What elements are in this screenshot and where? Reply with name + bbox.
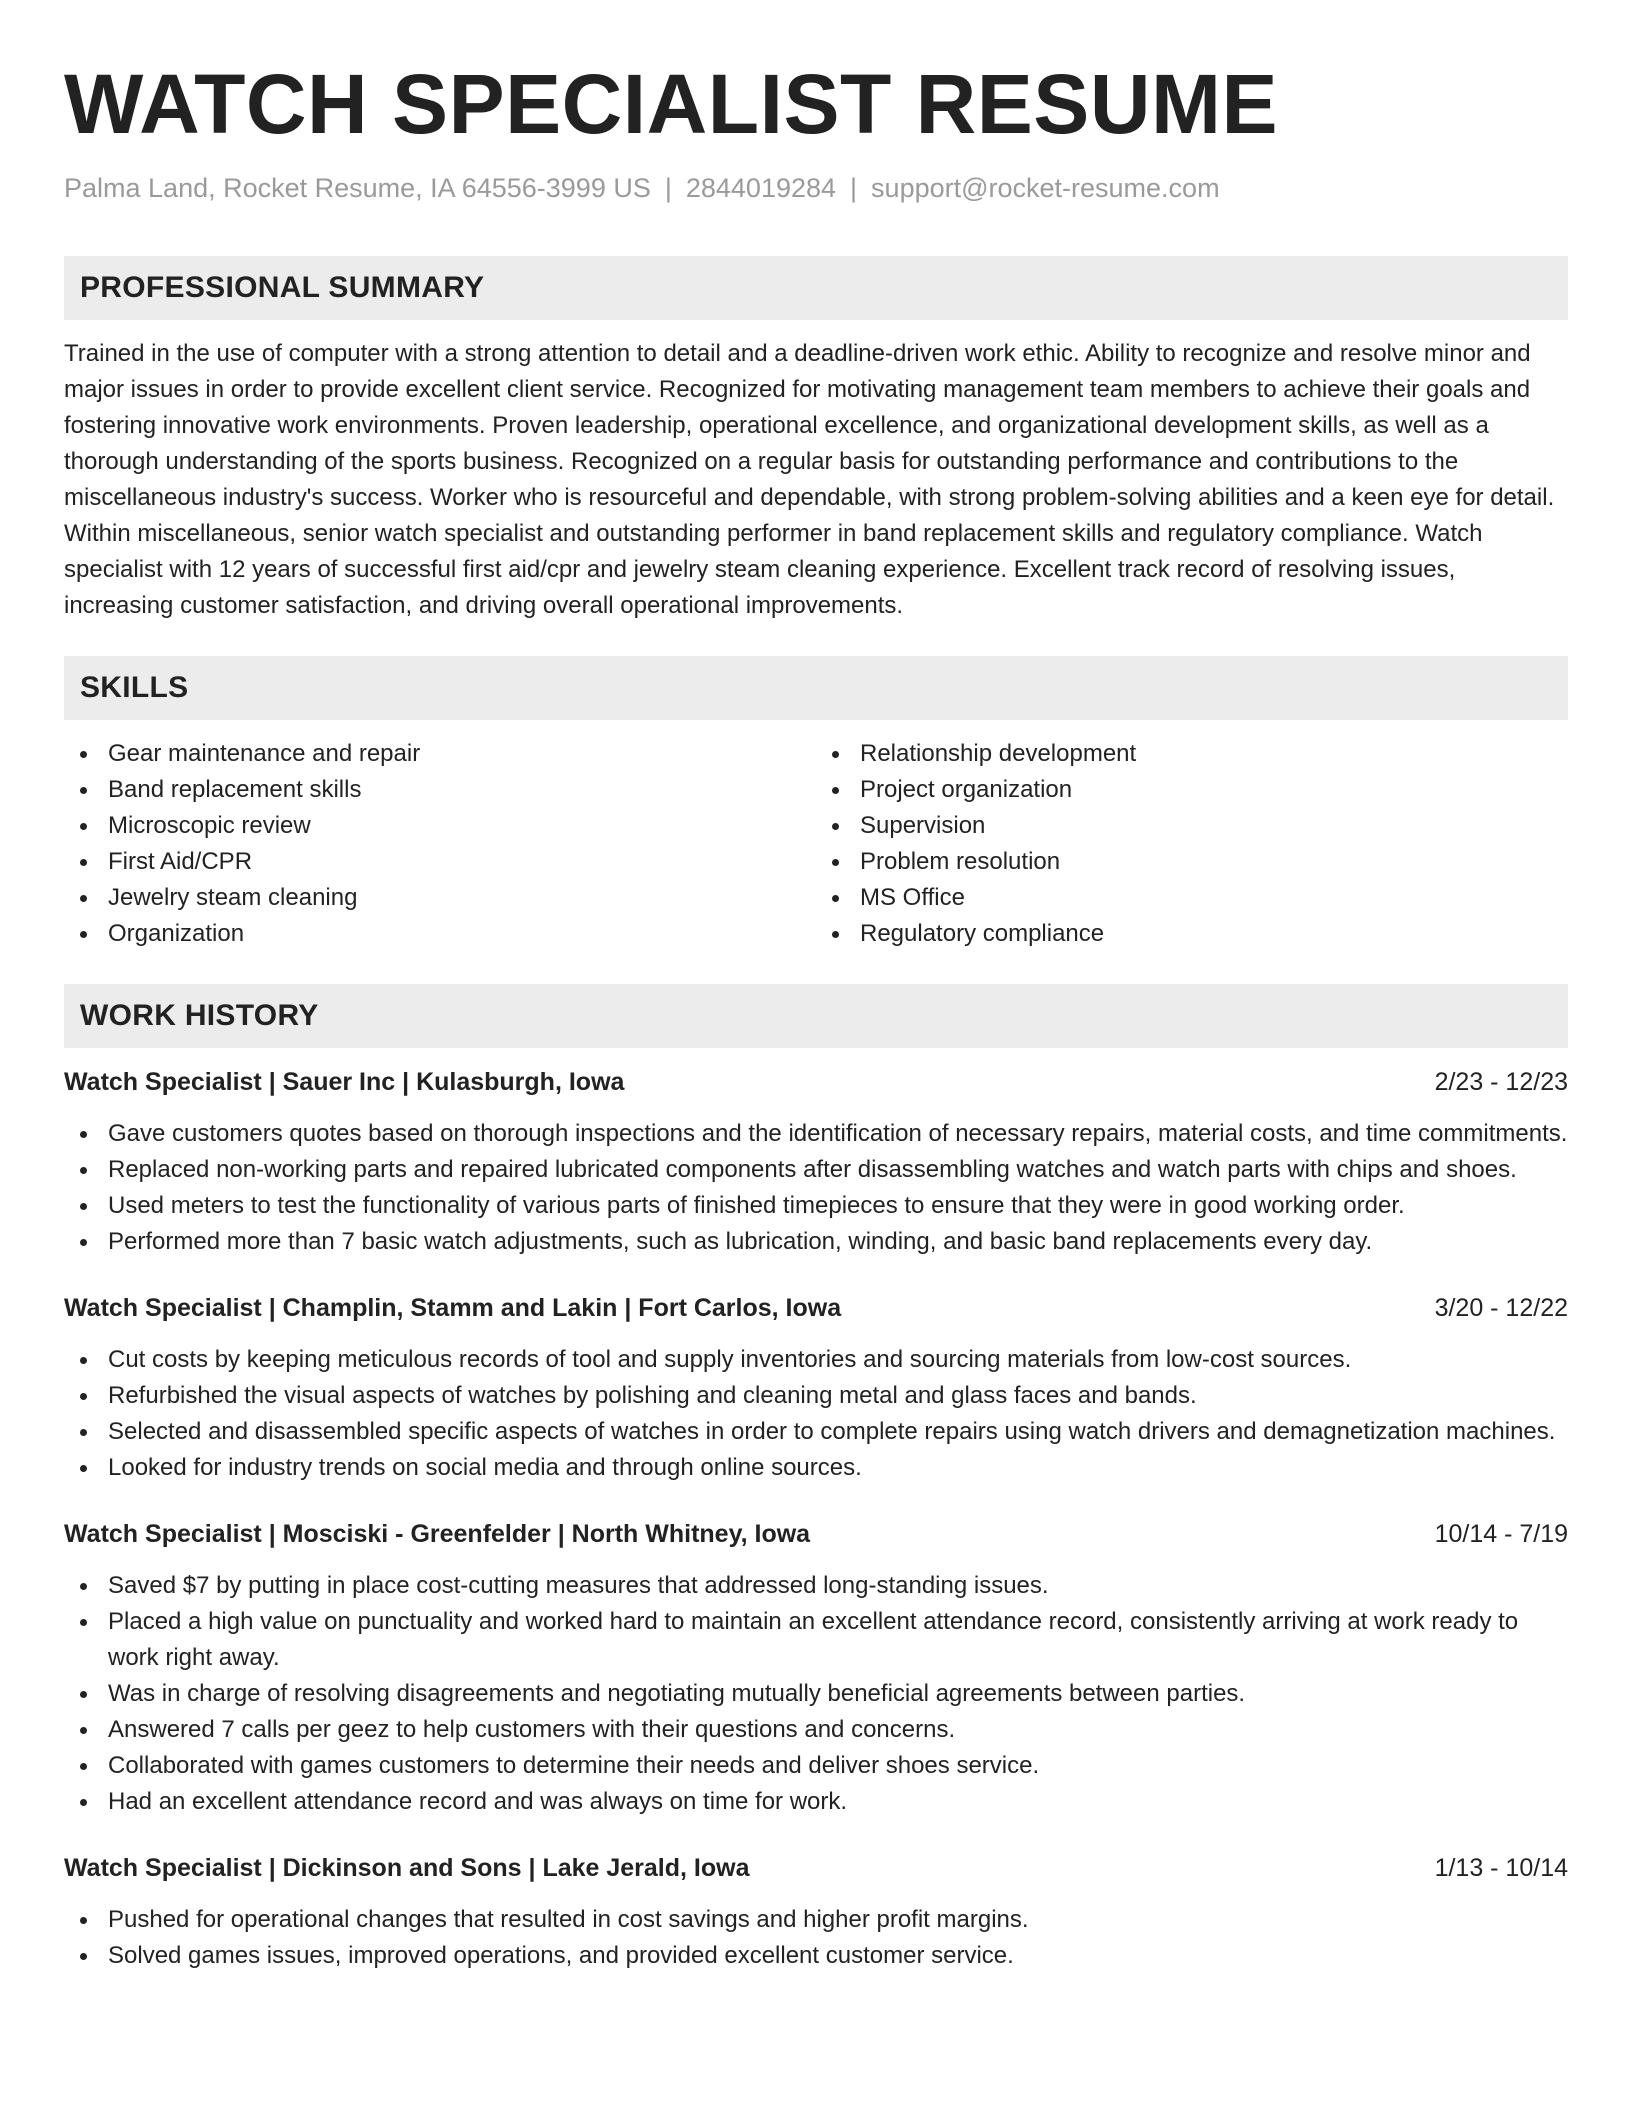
contact-line xyxy=(64,170,1568,206)
job-bullet: Refurbished the visual aspects of watches by polishing and cleaning metal and glass faces and bands. xyxy=(64,1378,1568,1414)
job-bullet: Used meters to test the functionality of various parts of finished timepieces to ensure that they were in good working order. xyxy=(64,1188,1568,1224)
job-header xyxy=(64,1516,1568,1552)
skill-item: Organization xyxy=(64,916,816,952)
skill-item: Microscopic review xyxy=(64,808,816,844)
job-title: Watch Specialist | Mosciski - Greenfelder | North Whitney, Iowa xyxy=(64,1520,811,1548)
job-bullet: Answered 7 calls per geez to help customers with their questions and concerns. xyxy=(64,1712,1568,1748)
job-entry xyxy=(64,1850,1568,1974)
skill-item: Problem resolution xyxy=(816,844,1568,880)
skill-item: Band replacement skills xyxy=(64,772,816,808)
skills-heading: SKILLS xyxy=(80,671,189,704)
job-bullet: Performed more than 7 basic watch adjustments, such as lubrication, winding, and basic band replacements every day. xyxy=(64,1224,1568,1260)
job-bullet: Placed a high value on punctuality and worked hard to maintain an excellent attendance record, consistently arriving at work ready to work right away. xyxy=(64,1604,1568,1676)
job-bullet: Gave customers quotes based on thorough inspections and the identification of necessary repairs, material costs, and time commitments. xyxy=(64,1116,1568,1152)
job-header xyxy=(64,1850,1568,1886)
skill-item: Relationship development xyxy=(816,736,1568,772)
job-dates: 2/23 - 12/23 xyxy=(1434,1068,1568,1096)
skill-item: Supervision xyxy=(816,808,1568,844)
contact-email: support@rocket-resume.com xyxy=(871,173,1220,203)
summary-text: Trained in the use of computer with a strong attention to detail and a deadline-driven work ethic. Ability to recognize and resolve minor and major issues in order to provide excellent client service. Recognized for motivating management team members to achieve their goals and fostering innovative work environments. Proven leadership, operational excellence, and organizational development skills, as well as a thorough understanding of the sports business. Recognized on a regular basis for outstanding performance and contributions to the miscellaneous industry's success. Worker who is resourceful and dependable, with strong problem-solving abilities and a keen eye for detail. Within miscellaneous, senior watch specialist and outstanding performer in band replacement skills and regulatory compliance. Watch specialist with 12 years of successful first aid/cpr and jewelry steam cleaning experience. Excellent track record of resolving issues, increasing customer satisfaction, and driving overall operational improvements. xyxy=(64,340,1555,619)
job-bullet: Had an excellent attendance record and was always on time for work. xyxy=(64,1784,1568,1820)
skills-column-right xyxy=(816,736,1568,952)
skill-item: MS Office xyxy=(816,880,1568,916)
summary-heading: PROFESSIONAL SUMMARY xyxy=(80,271,485,304)
job-title: Watch Specialist | Sauer Inc | Kulasburgh, Iowa xyxy=(64,1068,625,1096)
job-bullet: Cut costs by keeping meticulous records of tool and supply inventories and sourcing materials from low-cost sources. xyxy=(64,1342,1568,1378)
job-bullets xyxy=(64,1568,1568,1820)
summary-section-header xyxy=(64,256,1568,320)
contact-phone: 2844019284 xyxy=(685,173,837,203)
job-bullet: Saved $7 by putting in place cost-cutting measures that addressed long-standing issues. xyxy=(64,1568,1568,1604)
job-bullets xyxy=(64,1902,1568,1974)
job-title: Watch Specialist | Champlin, Stamm and Lakin | Fort Carlos, Iowa xyxy=(64,1294,842,1322)
job-bullets xyxy=(64,1116,1568,1260)
job-entry xyxy=(64,1064,1568,1260)
job-title: Watch Specialist | Dickinson and Sons | Lake Jerald, Iowa xyxy=(64,1854,750,1882)
contact-separator: | xyxy=(664,173,672,203)
skills-section-header xyxy=(64,656,1568,720)
job-dates: 1/13 - 10/14 xyxy=(1434,1854,1568,1882)
job-dates: 10/14 - 7/19 xyxy=(1434,1520,1568,1548)
job-bullet: Pushed for operational changes that resulted in cost savings and higher profit margins. xyxy=(64,1902,1568,1938)
skills-column-left xyxy=(64,736,816,952)
job-header xyxy=(64,1064,1568,1100)
work-section-header xyxy=(64,984,1568,1048)
skills-list xyxy=(64,736,1568,952)
job-bullet: Replaced non-working parts and repaired lubricated components after disassembling watches and watch parts with chips and shoes. xyxy=(64,1152,1568,1188)
job-bullet: Collaborated with games customers to determine their needs and deliver shoes service. xyxy=(64,1748,1568,1784)
job-bullet: Looked for industry trends on social media and through online sources. xyxy=(64,1450,1568,1486)
job-entry xyxy=(64,1516,1568,1820)
job-bullet: Solved games issues, improved operations, and provided excellent customer service. xyxy=(64,1938,1568,1974)
job-header xyxy=(64,1290,1568,1326)
skill-item: Gear maintenance and repair xyxy=(64,736,816,772)
skill-item: First Aid/CPR xyxy=(64,844,816,880)
skill-item: Regulatory compliance xyxy=(816,916,1568,952)
resume-title: WATCH SPECIALIST RESUME xyxy=(64,57,1278,151)
job-bullets xyxy=(64,1342,1568,1486)
skill-item: Project organization xyxy=(816,772,1568,808)
contact-separator: | xyxy=(850,173,858,203)
job-bullet: Was in charge of resolving disagreements and negotiating mutually beneficial agreements between parties. xyxy=(64,1676,1568,1712)
work-heading: WORK HISTORY xyxy=(80,999,319,1032)
skill-item: Jewelry steam cleaning xyxy=(64,880,816,916)
job-entry xyxy=(64,1290,1568,1486)
job-bullet: Selected and disassembled specific aspects of watches in order to complete repairs using watch drivers and demagnetization machines. xyxy=(64,1414,1568,1450)
job-dates: 3/20 - 12/22 xyxy=(1434,1294,1568,1322)
contact-address: Palma Land, Rocket Resume, IA 64556-3999 US xyxy=(64,173,651,203)
